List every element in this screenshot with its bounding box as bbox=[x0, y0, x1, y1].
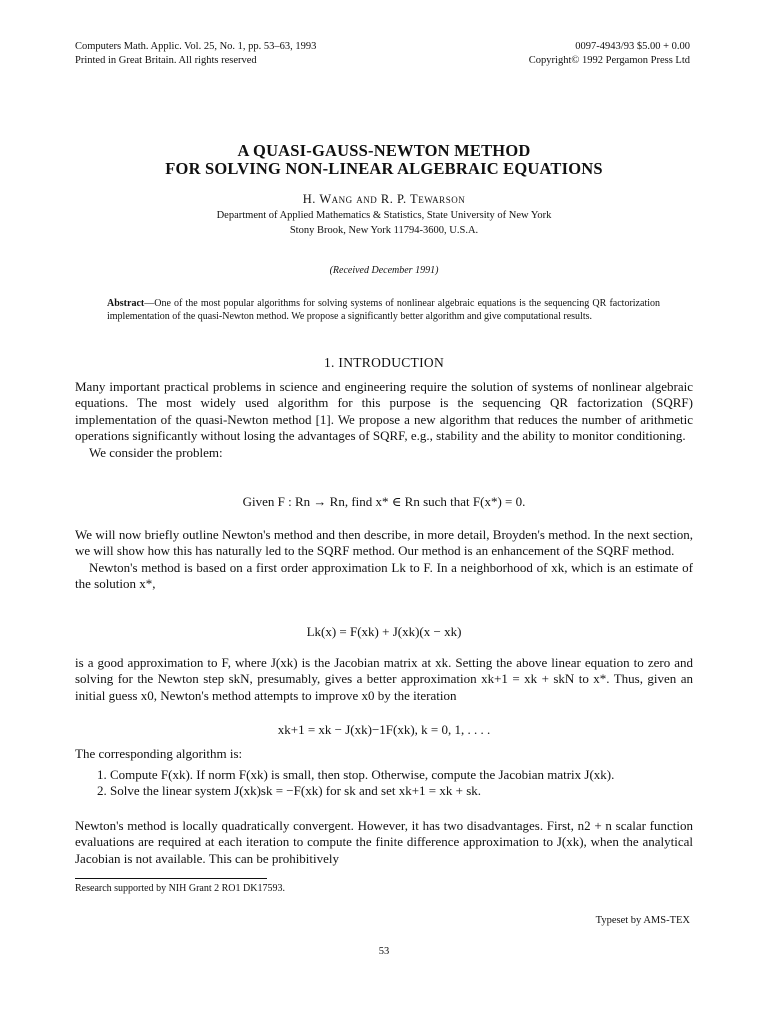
journal-citation: Computers Math. Applic. Vol. 25, No. 1, pp. 53–63, 1993 bbox=[75, 41, 317, 52]
paragraph-text: Newton's method is locally quadratically convergent. However, it has two disadvantages. First, n2 + n scalar function evaluations are required at each iteration to compute the finite difference approximation to J(xk), when the analytical Jacobian is not available. This can be prohibitively bbox=[75, 818, 693, 866]
journal-header bbox=[75, 40, 316, 68]
affiliation bbox=[0, 208, 768, 238]
printed-notice: Printed in Great Britain. All rights reserved bbox=[75, 55, 257, 66]
abstract-text: —One of the most popular algorithms for solving systems of nonlinear algebraic equations is the sequencing QR factorization implementation of the quasi-Newton method. We propose a significantly better algorithm and give computational results. bbox=[107, 298, 660, 322]
intro-paragraph-2 bbox=[75, 527, 693, 593]
authors: H. Wang and R. P. Tewarson bbox=[302, 192, 466, 206]
typeset-credit: Typeset by AMS-TEX bbox=[595, 915, 690, 926]
equation-linear-approx: Lk(x) = F(xk) + J(xk)(x − xk) bbox=[306, 624, 462, 639]
copyright-header bbox=[529, 40, 690, 68]
equation-newton-iteration: xk+1 = xk − J(xk)−1F(xk), k = 0, 1, . . . . bbox=[277, 722, 491, 737]
page-number: 53 bbox=[378, 946, 390, 957]
algorithm-intro bbox=[75, 746, 693, 762]
abstract bbox=[107, 297, 660, 323]
paragraph-text: We will now briefly outline Newton's method and then describe, in more detail, Broyden's method. In the next section, we will show how this has naturally led to the SQRF method. Our method is an enhancement of the SQRF method. bbox=[75, 527, 693, 559]
affiliation-line-1: Department of Applied Mathematics & Statistics, State University of New York bbox=[216, 210, 552, 221]
list-item bbox=[75, 767, 693, 783]
intro-paragraph-1 bbox=[75, 379, 693, 461]
paragraph-text: Newton's method is based on a first order approximation Lk to F. In a neighborhood of xk, which is an estimate of the solution x*, bbox=[75, 559, 693, 592]
received-date: (Received December 1991) bbox=[329, 265, 439, 276]
paragraph-text: Many important practical problems in science and engineering require the solution of systems of nonlinear algebraic equations. The most widely used algorithm for this purpose is the sequencing QR factorization (SQRF) implementation of the quasi-Newton method [1]. We propose a new algorithm that reduces the number of arithmetic operations significantly without losing the advantages of SQRF, e.g., stability and the ability to monitor conditioning. bbox=[75, 379, 693, 444]
footnote-divider bbox=[75, 878, 267, 879]
intro-paragraph-3 bbox=[75, 655, 693, 704]
price-code: 0097-4943/93 $5.00 + 0.00 bbox=[575, 41, 690, 52]
affiliation-line-2: Stony Brook, New York 11794-3600, U.S.A. bbox=[289, 225, 479, 236]
list-text: Solve the linear system J(xk)sk = −F(xk) for sk and set xk+1 = xk + sk. bbox=[110, 783, 482, 799]
title-line-2: FOR SOLVING NON-LINEAR ALGEBRAIC EQUATIONS bbox=[165, 159, 603, 178]
copyright-notice: Copyright© 1992 Pergamon Press Ltd bbox=[528, 55, 690, 66]
algorithm-steps bbox=[75, 767, 693, 800]
intro-paragraph-4 bbox=[75, 818, 693, 867]
paragraph-text: We consider the problem: bbox=[89, 444, 223, 460]
list-text: Compute F(xk). If norm F(xk) is small, then stop. Otherwise, compute the Jacobian matrix J(xk). bbox=[110, 767, 615, 782]
equation-problem: Given F : Rn → Rn, find x* ∈ Rn such that F(x*) = 0. bbox=[242, 494, 526, 509]
paragraph-text: The corresponding algorithm is: bbox=[75, 746, 243, 761]
list-number: 2. bbox=[97, 783, 107, 799]
list-item bbox=[75, 783, 693, 799]
abstract-label: Abstract bbox=[107, 298, 145, 309]
list-number: 1. bbox=[97, 767, 107, 782]
paper-title bbox=[0, 142, 768, 178]
paragraph-text: is a good approximation to F, where J(xk) is the Jacobian matrix at xk. Setting the above linear equation to zero and solving for the Newton step skN, presumably, gives a better approximation xk+1 = xk + skN to x*. Thus, given an initial guess x0, Newton's method attempts to improve x0 by the iteration bbox=[75, 655, 693, 703]
section-heading: 1. INTRODUCTION bbox=[324, 355, 444, 370]
title-line-1: A QUASI-GAUSS-NEWTON METHOD bbox=[237, 141, 531, 160]
funding-footnote: Research supported by NIH Grant 2 RO1 DK17593. bbox=[75, 883, 285, 894]
